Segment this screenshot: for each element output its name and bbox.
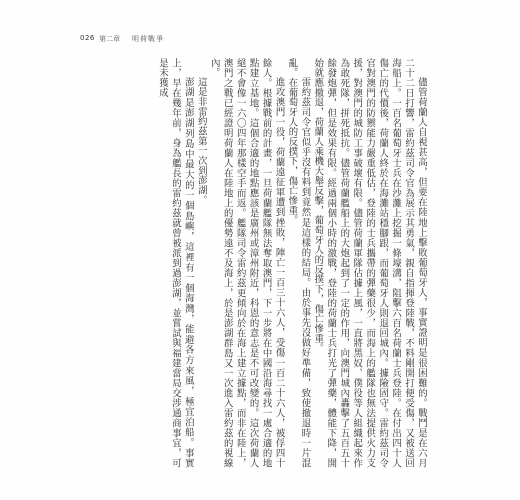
vertical-body-text xyxy=(80,58,427,468)
paragraph: 澎湖是澎湖列島中最大的一個島嶼，這裡有一個海灣，能避各方來風，極宜泊船。事實上，早在幾年前，身為艦長的雷約茲就曾被派到過澎湖，並嘗試與福建當局交涉通商事宜，可是未獲成 xyxy=(156,58,194,468)
paragraph: 儘管荷蘭人自視甚高，但要在陸地上擊敗葡萄牙人，事實證明是很困難的。戰鬥是在六月二十二日打響，雷約茲司令官為展示其勇氣，親自指揮登陸戰，不料剛開打便受傷，又被送回海船上。一百名葡萄牙士兵在沙灘上挖掘一條壕溝，阻擊六百名荷蘭士兵登陸。在付出四十人傷亡的代價後，荷蘭人終於在海灘站穩腳跟，而葡萄牙人則退回城內。據險固守。雷約茲司令官對澳門的防禦能力嚴重低估，登陸的士兵攜帶的彈藥很少，而海上的艦隊也無法提供火力支援，對澳門的城防工事破壞有限。儘管荷蘭軍隊佔據上風，一直將黑奴、僕役等人組織起來作為敢死隊，拼死抵抗。儘管荷蘭艦船上的大炮起到了一定的作用，向澳門城內轟擊了五百五十餘發炮彈，但是效果有限。經過兩個小時的激戰，登陸的荷蘭士兵打光了彈藥，體能下降，開始就應撤退，荷蘭人乘機大舉反擊，葡萄牙人的反撲下，傷亡慘重。 xyxy=(312,58,427,468)
paragraph: 雷約茲司令官似乎沒有料到竟然是這樣的結局。由於事先沒做好準備，致使撤退時一片混亂。在葡萄牙人的反撲下，傷亡慘重。 xyxy=(286,58,311,468)
running-header xyxy=(80,34,320,46)
paragraph: 進攻澳門一役，荷蘭遠征軍遭到挫敗，陣亡一百三十六人，受傷一百二十六人，被俘四十餘人。根據戰前的計畫，一旦荷蘭艦隊無法奪取澳門，下一步將在中國沿海尋找一處合適的地點建立基地。這個合適的地點應該是廣州或漳州附近，科恩的意志是不可改變的。這次荷蘭人絕不會像一六〇四年那樣空手而返。艦隊司令雷約茲更傾向於在海上建立據點，而非在陸上，澳門之戰已經證明荷蘭人在陸地上的優勢遠不及海上，於是澎湖群島又一次進入雷約茲的視線內。 xyxy=(208,58,285,468)
chapter-label: 第二章 xyxy=(99,35,120,43)
page-number: 026 xyxy=(80,34,95,42)
book-title: 明荷戰爭 xyxy=(132,35,164,43)
paragraph: 這是非雷約茲第一次到澎湖。 xyxy=(195,76,207,205)
